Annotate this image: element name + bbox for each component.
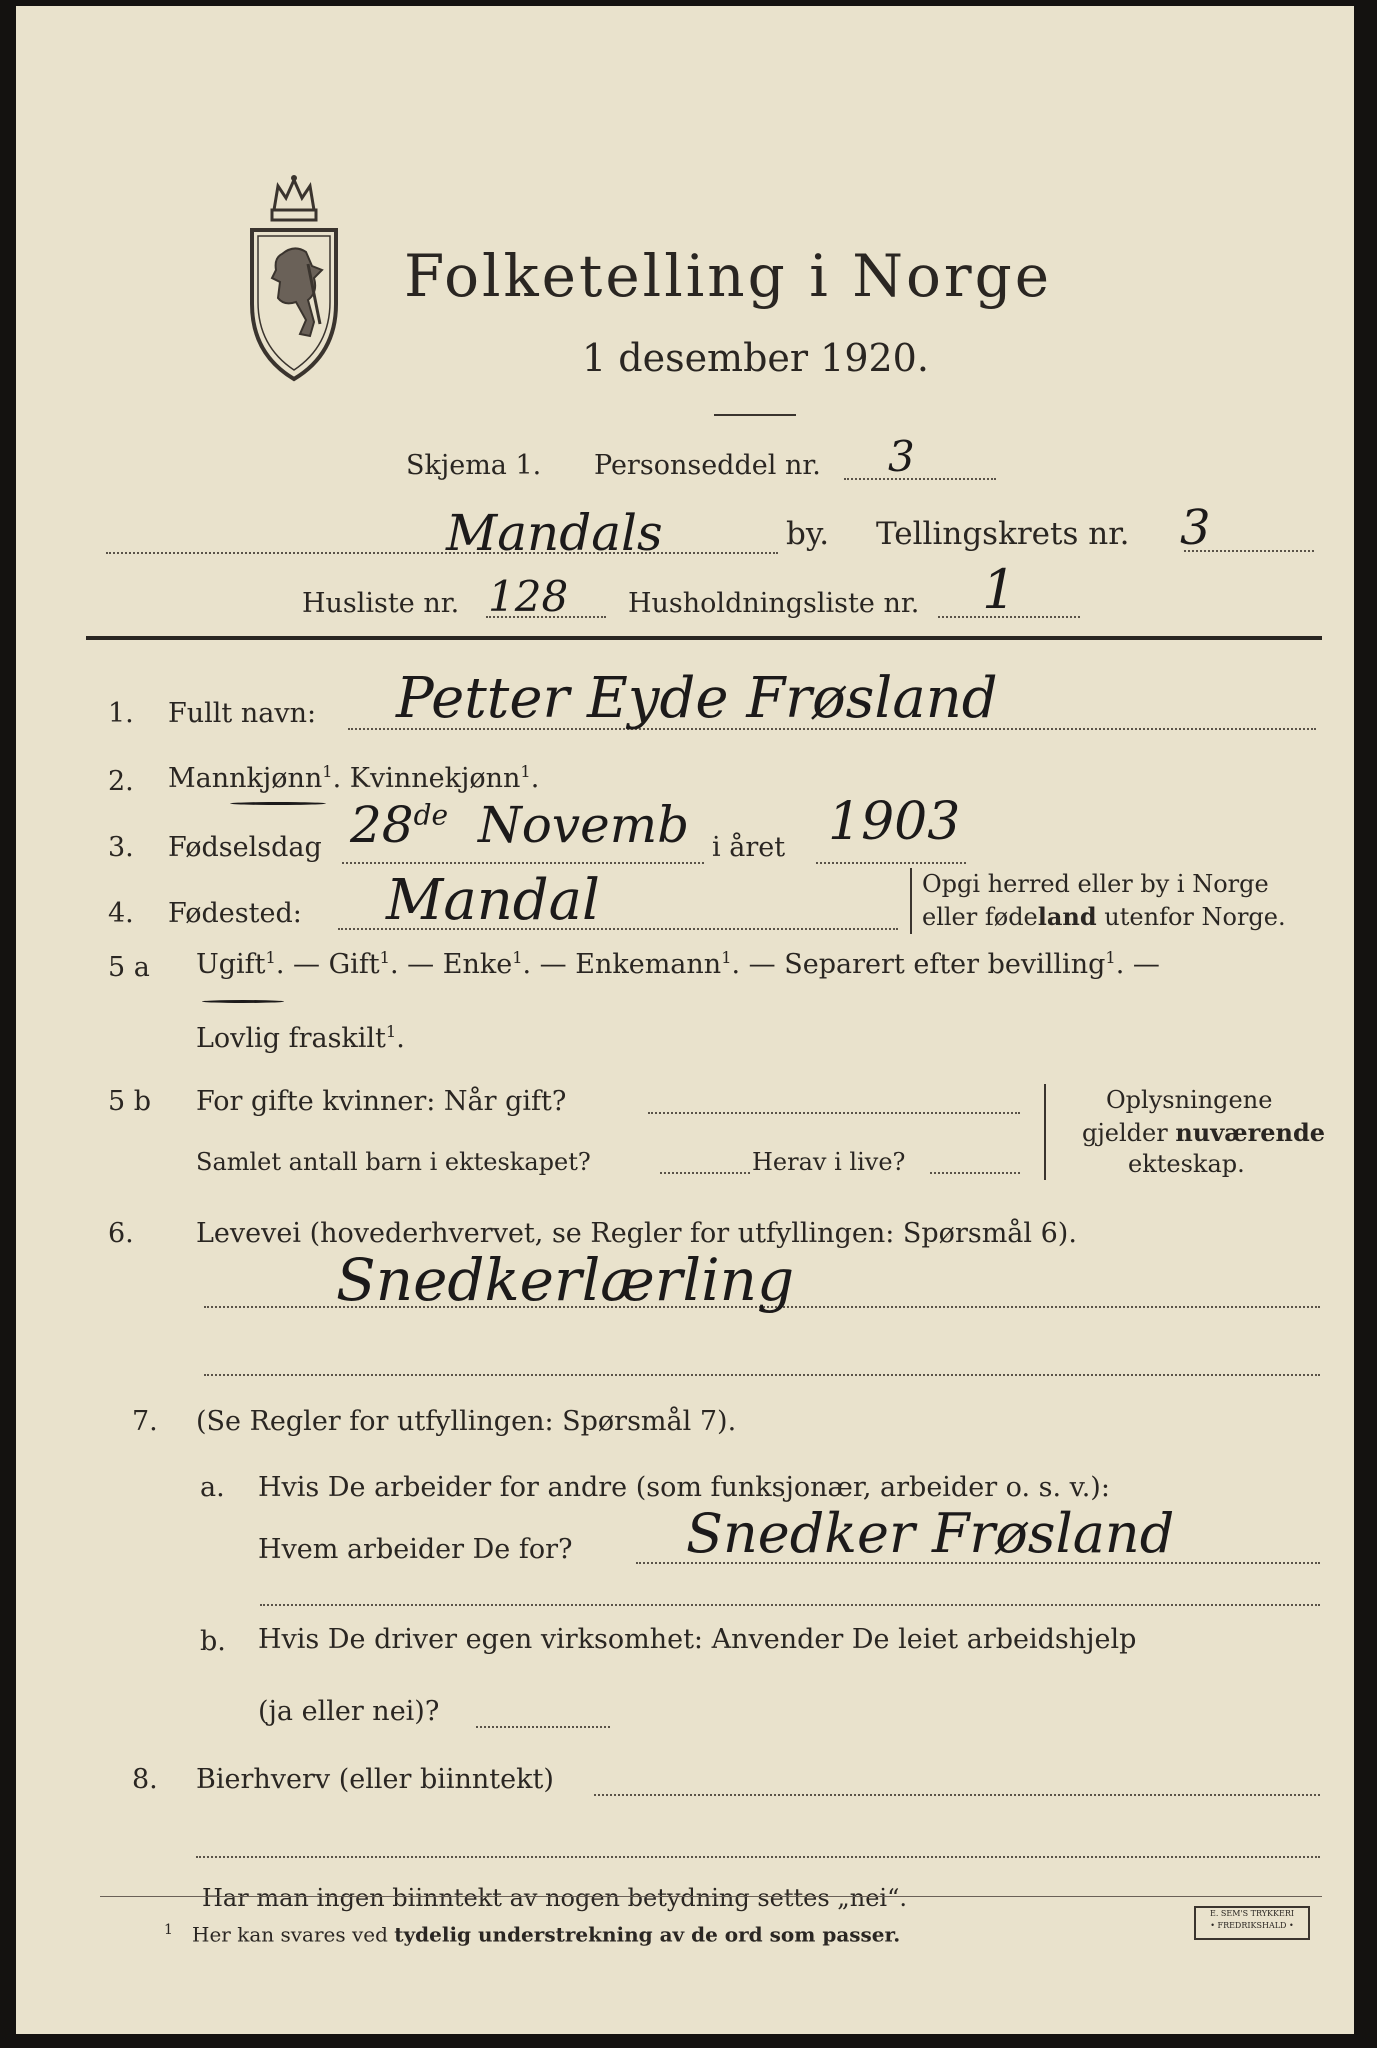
q4-note-line2: eller fødeland utenfor Norge. [922, 902, 1286, 931]
q1-number: 1. [108, 698, 134, 729]
form-title: Folketelling i Norge [404, 242, 1053, 310]
husholdning-label: Husholdningsliste nr. [628, 588, 920, 619]
full-name-value: Petter Eyde Frøsland [396, 666, 998, 731]
q5b-line1: For gifte kvinner: Når gift? [196, 1086, 567, 1117]
q5b-note3: ekteskap. [1128, 1150, 1245, 1178]
q4-number: 4. [108, 898, 134, 929]
q2-number: 2. [108, 766, 134, 797]
coat-of-arms-icon [244, 174, 344, 384]
q6-label: Levevei (hovederhvervet, se Regler for utfyllingen: Spørsmål 6). [196, 1218, 1077, 1249]
footnote: $^1$ Her kan svares ved tydelig understrekning av de ord som passer. [164, 1922, 901, 1947]
q3-year-label: i året [712, 832, 786, 863]
birthplace-value: Mandal [386, 868, 600, 933]
birth-month-value: Novemb [478, 796, 690, 854]
q3-number: 3. [108, 832, 134, 863]
husholdning-value: 1 [982, 558, 1017, 621]
q5b-note1: Oplysningene [1106, 1086, 1273, 1114]
q4-note-brace [910, 868, 912, 934]
title-divider [714, 414, 796, 416]
q7b-line2: (ja eller nei)? [258, 1696, 440, 1727]
gender-underline [230, 802, 326, 805]
header-separator [86, 636, 1322, 640]
gender-options: Mannkjønn$^1$. Kvinnekjønn$^1$. [168, 762, 540, 794]
marital-fraskilt: Lovlig fraskilt$^1$. [196, 1022, 405, 1054]
q5a-number: 5 a [108, 952, 150, 983]
printer-stamp: E. SEM'S TRYKKERI • FREDRIKSHALD • [1194, 1906, 1310, 1940]
tellingskrets-value: 3 [1180, 500, 1211, 556]
occupation-value: Snedkerlærling [336, 1246, 795, 1314]
marital-underline [202, 1000, 284, 1003]
personseddel-value: 3 [888, 432, 915, 481]
by-label: by. [786, 516, 830, 552]
q7-label: (Se Regler for utfyllingen: Spørsmål 7). [196, 1406, 737, 1437]
husliste-value: 128 [488, 572, 569, 621]
q7a-line1: Hvis De arbeider for andre (som funksjonær, arbeider o. s. v.): [258, 1472, 1110, 1503]
q3-label: Fødselsdag [168, 832, 322, 863]
birth-year-value: 1903 [828, 792, 961, 852]
footer-note: Har man ingen biinntekt av nogen betydning settes „nei“. [202, 1884, 907, 1912]
q4-label: Fødested: [168, 898, 302, 929]
q5b-line2b: Herav i live? [752, 1148, 906, 1176]
q7a-letter: a. [200, 1472, 225, 1503]
gender-male: Mannkjønn [168, 763, 323, 794]
personseddel-label: Personseddel nr. [594, 450, 821, 481]
q8-label: Bierhverv (eller biinntekt) [196, 1764, 554, 1795]
q8-number: 8. [132, 1764, 158, 1795]
census-form [16, 6, 1354, 2034]
marital-options: Ugift$^1$. — Gift$^1$. — Enke$^1$. — Enkemann$^1$. — Separert efter bevilling$^1$. — [196, 948, 1160, 980]
employer-value: Snedker Frøsland [686, 1502, 1175, 1565]
q7a-line2: Hvem arbeider De for? [258, 1534, 573, 1565]
q5b-number: 5 b [108, 1086, 152, 1117]
q7b-line1: Hvis De driver egen virksomhet: Anvender De leiet arbeidshjelp [258, 1624, 1137, 1655]
q5b-note2: gjelder nuværende [1082, 1118, 1326, 1147]
birth-day-value: 28de [350, 796, 449, 854]
tellingskrets-label: Tellingskrets nr. [876, 516, 1130, 552]
skjema-label: Skjema 1. [406, 450, 542, 481]
q4-note-line1: Opgi herred eller by i Norge [922, 870, 1269, 898]
q5b-line2a: Samlet antall barn i ekteskapet? [196, 1148, 591, 1176]
census-date: 1 desember 1920. [582, 336, 929, 380]
by-value: Mandals [446, 504, 663, 562]
q6-number: 6. [108, 1218, 134, 1249]
q5b-note-brace [1044, 1084, 1046, 1180]
gender-female: Kvinnekjønn [349, 763, 521, 794]
q7-number: 7. [132, 1406, 158, 1437]
husliste-label: Husliste nr. [302, 588, 460, 619]
q1-label: Fullt navn: [168, 698, 317, 729]
q7b-letter: b. [200, 1626, 226, 1657]
